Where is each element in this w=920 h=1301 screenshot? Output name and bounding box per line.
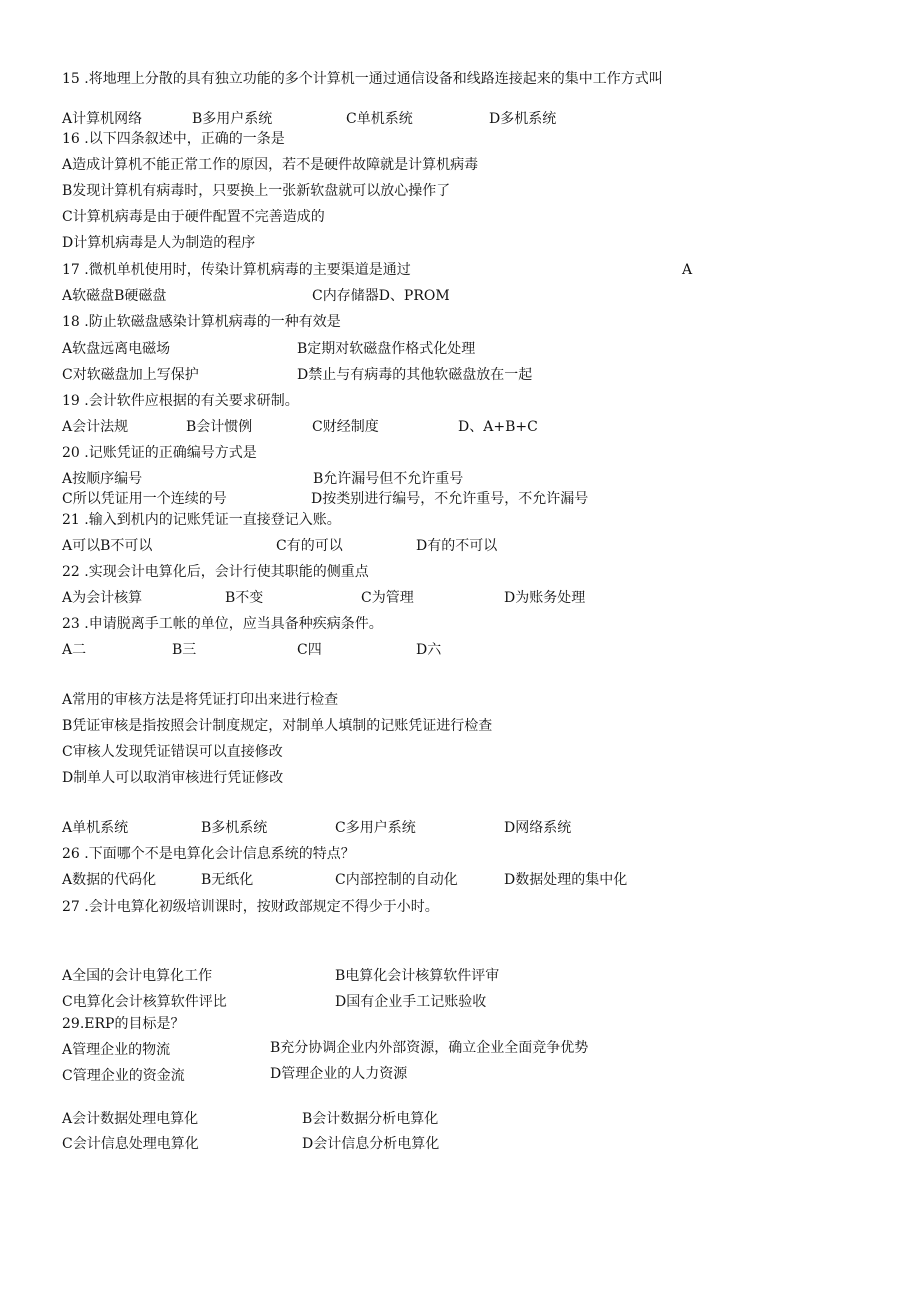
q22-option-c: C为管理 <box>361 590 414 606</box>
q15-question: 15 .将地理上分散的具有独立功能的多个计算机一通过通信设备和线路连接起来的集中工作方式叫 <box>62 71 663 87</box>
q26-option-a: A数据的代码化 <box>62 872 157 888</box>
q29-option-b: B充分协调企业内外部资源，确立企业全面竞争优势 <box>270 1040 589 1056</box>
q29-option-c: C管理企业的资金流 <box>62 1068 185 1084</box>
q18-option-a: A软盘远离电磁场 <box>62 341 171 357</box>
q28-option-a: A全国的会计电算化工作 <box>62 968 213 984</box>
q28-option-c: C电算化会计核算软件评比 <box>62 994 227 1010</box>
q28-option-b: B电算化会计核算软件评审 <box>335 968 500 984</box>
q20-option-c: C所以凭证用一个连续的号 <box>62 491 227 507</box>
q26-question: 26 .下面哪个不是电算化会计信息系统的特点？ <box>62 846 355 862</box>
q21-option-ab: A可以B不可以 <box>62 538 153 554</box>
q24-option-b: B凭证审核是指按照会计制度规定，对制单人填制的记账凭证进行检查 <box>62 718 493 734</box>
q23-question: 23 .申请脱离手工帐的单位，应当具备种疾病条件。 <box>62 616 383 632</box>
q25-option-b: B多机系统 <box>201 820 268 836</box>
q17-question: 17 .微机单机使用时，传染计算机病毒的主要渠道是通过 <box>62 262 411 278</box>
q22-option-b: B不变 <box>225 590 264 606</box>
q29-question: 29.ERP的目标是？ <box>62 1016 185 1032</box>
q23-option-a: A二 <box>62 642 87 658</box>
q27-question: 27 .会计电算化初级培训课时，按财政部规定不得少于小时。 <box>62 899 439 915</box>
q15-option-c: C单机系统 <box>346 111 413 127</box>
q16-option-d: D计算机病毒是人为制造的程序 <box>62 235 256 251</box>
q17-option-cd: C内存储器D、PROM <box>312 288 450 304</box>
q21-option-c: C有的可以 <box>276 538 343 554</box>
q16-question: 16 .以下四条叙述中，正确的一条是 <box>62 131 285 147</box>
q19-option-c: C财经制度 <box>312 419 379 435</box>
q15-option-a: A计算机网络 <box>62 111 143 127</box>
q15-option-d: D多机系统 <box>489 111 557 127</box>
q24-option-a: A常用的审核方法是将凭证打印出来进行检查 <box>62 692 339 708</box>
q16-option-b: B发现计算机有病毒时，只要换上一张新软盘就可以放心操作了 <box>62 183 451 199</box>
q19-question: 19 .会计软件应根据的有关要求研制。 <box>62 393 299 409</box>
q17-option-ab: A软磁盘B硬磁盘 <box>62 288 167 304</box>
q26-option-d: D数据处理的集中化 <box>504 872 628 888</box>
q16-option-a: A造成计算机不能正常工作的原因，若不是硬件故障就是计算机病毒 <box>62 157 479 173</box>
q23-option-c: C四 <box>297 642 322 658</box>
q19-option-d: D、A+B+C <box>458 419 538 435</box>
q22-question: 22 .实现会计电算化后，会计行使其职能的侧重点 <box>62 564 369 580</box>
q22-option-a: A为会计核算 <box>62 590 143 606</box>
q18-question: 18 .防止软磁盘感染计算机病毒的一种有效是 <box>62 314 341 330</box>
q29-option-a: A管理企业的物流 <box>62 1042 171 1058</box>
q16-option-c: C计算机病毒是由于硬件配置不完善造成的 <box>62 209 325 225</box>
q18-option-b: B定期对软磁盘作格式化处理 <box>297 341 476 357</box>
q22-option-d: D为账务处理 <box>504 590 586 606</box>
q24-option-c: C审核人发现凭证错误可以直接修改 <box>62 744 283 760</box>
q30-option-a: A会计数据处理电算化 <box>62 1111 199 1127</box>
q30-option-b: B会计数据分析电算化 <box>302 1111 439 1127</box>
q18-option-d: D禁止与有病毒的其他软磁盘放在一起 <box>297 367 533 383</box>
q15-option-b: B多用户系统 <box>192 111 273 127</box>
q20-option-b: B允许漏号但不允许重号 <box>313 471 464 487</box>
q26-option-b: B无纸化 <box>201 872 254 888</box>
q26-option-c: C内部控制的自动化 <box>335 872 458 888</box>
q24-option-d: D制单人可以取消审核进行凭证修改 <box>62 770 284 786</box>
q30-option-c: C会计信息处理电算化 <box>62 1136 199 1152</box>
q30-option-d: D会计信息分析电算化 <box>302 1136 440 1152</box>
q19-option-b: B会计惯例 <box>186 419 253 435</box>
q20-option-d: D按类别进行编号，不允许重号，不允许漏号 <box>311 491 589 507</box>
q25-option-d: D网络系统 <box>504 820 572 836</box>
q20-option-a: A按顺序编号 <box>62 471 143 487</box>
q23-option-d: D六 <box>416 642 442 658</box>
q28-option-d: D国有企业手工记账验收 <box>335 994 487 1010</box>
q29-option-d: D管理企业的人力资源 <box>270 1066 408 1082</box>
q20-question: 20 .记账凭证的正确编号方式是 <box>62 445 257 461</box>
q17-answer: A <box>682 262 693 278</box>
q21-option-d: D有的不可以 <box>416 538 498 554</box>
q19-option-a: A会计法规 <box>62 419 129 435</box>
q18-option-c: C对软磁盘加上写保护 <box>62 367 199 383</box>
q25-option-c: C多用户系统 <box>335 820 416 836</box>
q25-option-a: A单机系统 <box>62 820 129 836</box>
q23-option-b: B三 <box>172 642 197 658</box>
q21-question: 21 .输入到机内的记账凭证一直接登记入账。 <box>62 512 341 528</box>
